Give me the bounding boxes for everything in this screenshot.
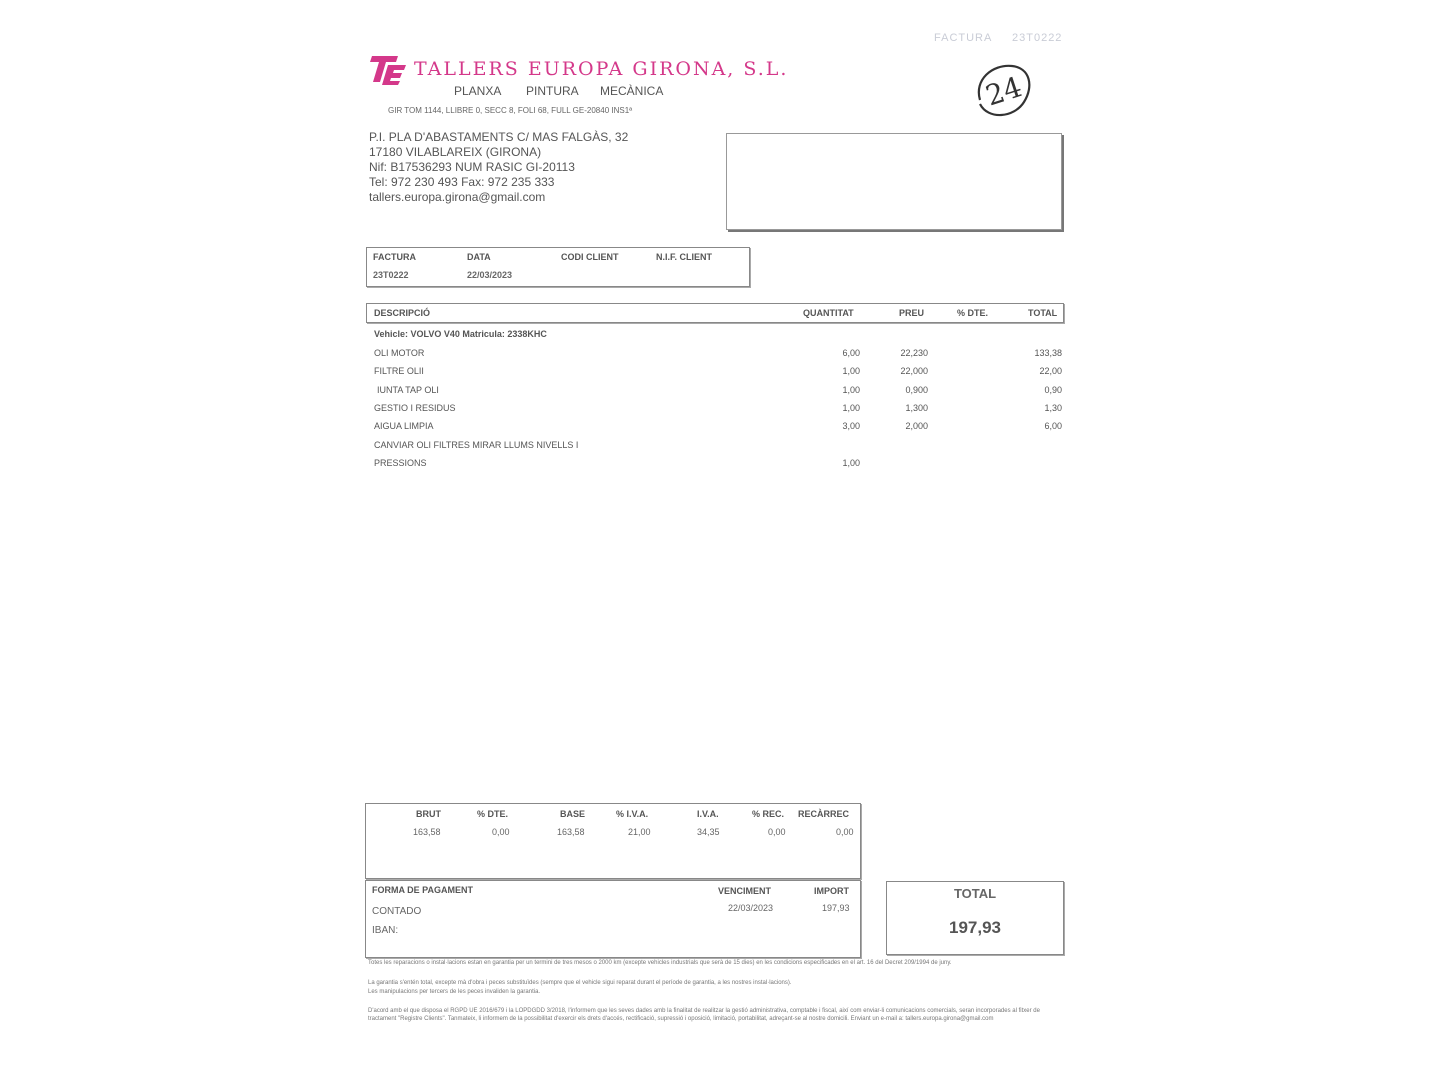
company-address bbox=[369, 130, 628, 205]
invoice-date: 22/03/2023 bbox=[467, 270, 513, 280]
table-row: AIGUA LIMPIA 3,00 2,000 6,00 bbox=[374, 421, 1062, 431]
table-row: FILTRE OLII 1,00 22,000 22,00 bbox=[374, 366, 1062, 376]
summary-iva-value: 34,35 bbox=[697, 827, 720, 837]
due-date: 22/03/2023 bbox=[728, 903, 774, 913]
company-name: TALLERS EUROPA GIRONA, S.L. bbox=[414, 58, 789, 80]
col-total: TOTAL bbox=[1028, 308, 1058, 318]
iban-label: IBAN: bbox=[372, 925, 399, 936]
summary-recarrec-label: RECÀRREC bbox=[798, 809, 850, 819]
summary-recarrec-value: 0,00 bbox=[836, 827, 854, 837]
warranty-note: Totes les reparacions o instal·lacions estan en garantia per un termini de tres mesos o 2000 km (excepte vehicles industrials que serà de 15 dies) en les condicions especificades en el art. 16 del Decret 209/1994 de juny. bbox=[368, 960, 952, 966]
total-value: 197,93 bbox=[949, 918, 1001, 937]
col-quantity: QUANTITAT bbox=[803, 308, 854, 318]
summary-dte-value: 0,00 bbox=[492, 827, 510, 837]
table-row: IUNTA TAP OLI 1,00 0,900 0,90 bbox=[377, 385, 1062, 395]
payment-amount: 197,93 bbox=[822, 903, 850, 913]
service-planxa: PLANXA bbox=[454, 84, 502, 98]
summary-rec-pct-label: % REC. bbox=[752, 809, 785, 819]
summary-iva-pct-label: % I.V.A. bbox=[616, 809, 649, 819]
privacy-note: D'acord amb el que disposa el RGPD UE 2016/679 i la LOPDGDD 3/2018, l'informem que les seves dades amb la finalitat de realitzar la gestió administrativa, comptable i fiscal, així com enviar-li comunicacions comercials, seran incorporades al fitxer de tractament "Registre Clients". Tanmateix, li informem de la possibilitat d'exercir els drets d'accés, rectificació, supressió i oposició, limitació, portabilitat, adreçant-se al nostre domicili. Enviant un e-mail a: tallers.europa.girona@gmail.com bbox=[368, 1008, 1040, 1022]
payment-box bbox=[365, 880, 861, 958]
address-line: P.I. PLA D'ABASTAMENTS C/ MAS FALGÀS, 32 bbox=[369, 130, 629, 144]
warranty-note: Les manipulacions per tercers de les peces invaliden la garantia. bbox=[368, 989, 541, 995]
client-nif-label: N.I.F. CLIENT bbox=[656, 252, 712, 262]
service-pintura: PINTURA bbox=[526, 84, 579, 98]
amount-label: IMPORT bbox=[814, 886, 849, 896]
table-row: GESTIO I RESIDUS 1,00 1,300 1,30 bbox=[374, 403, 1062, 413]
table-row: PRESSIONS 1,00 bbox=[374, 458, 860, 468]
total-box bbox=[886, 881, 1064, 955]
vehicle-info: Vehicle: VOLVO V40 Matricula: 2338KHC bbox=[374, 329, 547, 339]
summary-brut-value: 163,58 bbox=[413, 827, 441, 837]
col-discount: % DTE. bbox=[957, 308, 989, 318]
summary-iva-pct-value: 21,00 bbox=[628, 827, 651, 837]
summary-base-value: 163,58 bbox=[557, 827, 585, 837]
lines-table-header bbox=[366, 303, 1064, 323]
table-row: CANVIAR OLI FILTRES MIRAR LLUMS NIVELLS I bbox=[374, 440, 579, 450]
company-email: tallers.europa.girona@gmail.com bbox=[369, 190, 546, 204]
ghost-invoice-label: FACTURA bbox=[934, 32, 993, 44]
due-date-label: VENCIMENT bbox=[718, 886, 772, 896]
client-code-label: CODI CLIENT bbox=[561, 252, 619, 262]
warranty-note: La garantia s'entén total, excepte mà d'obra i peces substituïdes (sempre que el vehicle sigui reparat durant el període de garantia, a les nostres instal·lacions). bbox=[368, 980, 792, 986]
address-line: 17180 VILABLAREIX (GIRONA) bbox=[369, 145, 542, 159]
handwritten-number: 24 bbox=[981, 70, 1026, 113]
company-logo-icon bbox=[368, 52, 408, 86]
total-label: TOTAL bbox=[953, 886, 997, 901]
service-mecanica: MECÀNICA bbox=[600, 84, 664, 98]
summary-base-label: BASE bbox=[560, 809, 586, 819]
handwritten-number-circle bbox=[970, 60, 1036, 122]
col-description: DESCRIPCIÓ bbox=[374, 308, 431, 318]
table-row: OLI MOTOR 6,00 22,230 133,38 bbox=[374, 348, 1062, 358]
col-price: PREU bbox=[899, 308, 925, 318]
tax-summary-box bbox=[365, 803, 861, 879]
payment-method: CONTADO bbox=[372, 906, 422, 917]
payment-method-label: FORMA DE PAGAMENT bbox=[372, 885, 473, 895]
invoice-label: FACTURA bbox=[373, 252, 416, 262]
summary-brut-label: BRUT bbox=[416, 809, 441, 819]
address-line: Tel: 972 230 493 Fax: 972 235 333 bbox=[369, 175, 555, 189]
summary-iva-label: I.V.A. bbox=[697, 809, 719, 819]
invoice-number: 23T0222 bbox=[373, 270, 409, 280]
summary-rec-pct-value: 0,00 bbox=[768, 827, 786, 837]
summary-dte-label: % DTE. bbox=[477, 809, 509, 819]
ghost-invoice-number: 23T0222 bbox=[1012, 32, 1063, 44]
address-line: Nif: B17536293 NUM RASIC GI-20113 bbox=[369, 160, 575, 174]
registry-info: GIR TOM 1144, LLIBRE 0, SECC 8, FOLI 68, FULL GE-20840 INS1ª bbox=[388, 106, 633, 115]
date-label: DATA bbox=[467, 252, 491, 262]
invoice-header-box bbox=[366, 247, 750, 287]
client-address-box bbox=[726, 133, 1062, 230]
